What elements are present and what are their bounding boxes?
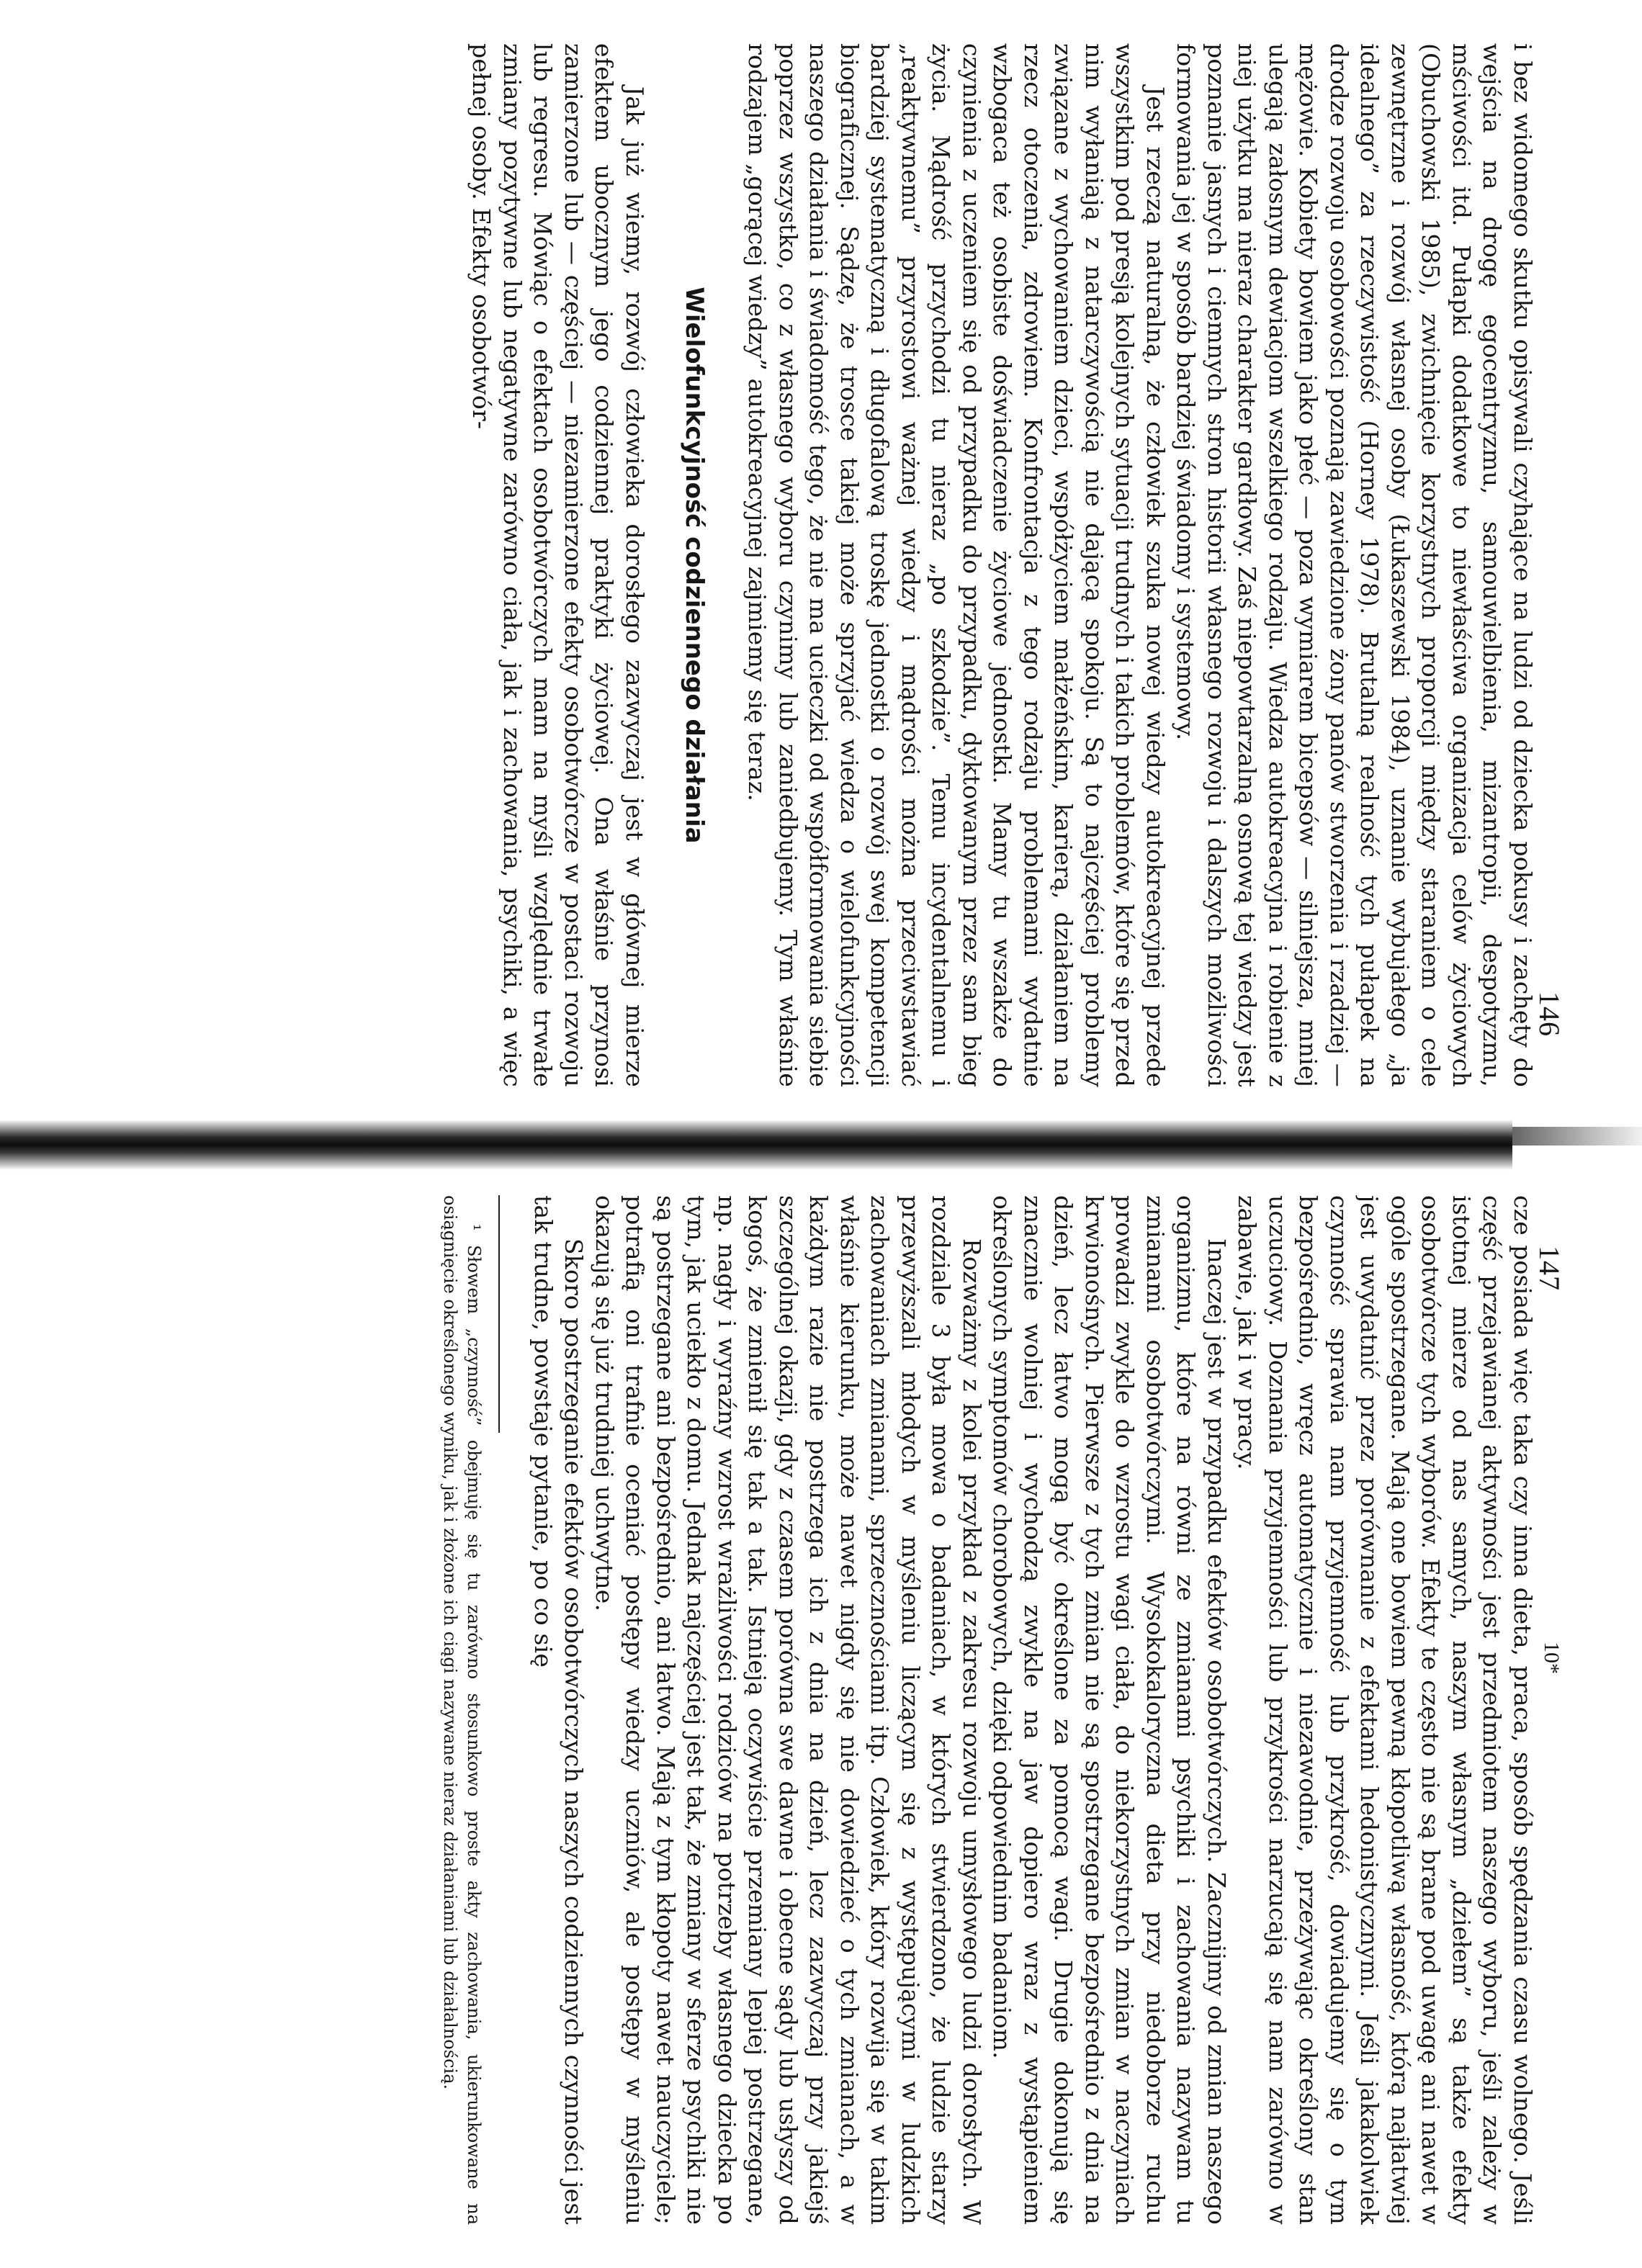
footnote: ¹ Słowem „czynność” obejmuję się tu zarówno stosunkowo proste akty zachowania, ukierunkowane na osiągnięcie określonego wyniku, jak i złożone ich ciągi nazywane nieraz działaniami lub działalnością. — [440, 1195, 485, 2225]
left-page-header — [1533, 43, 1574, 1087]
paragraph-text: Skoro postrzeganie efektów osobotwórczych naszych codziennych czynności jest tak trudne, powstaje pytanie, po co się — [529, 1195, 588, 2225]
footnote-divider — [499, 1195, 501, 1433]
right-page — [0, 1152, 1642, 2268]
left-page — [0, 0, 1642, 1130]
right-page-header — [1533, 1195, 1574, 2225]
paragraph — [528, 1195, 589, 2225]
printer-signature-mark: 10* — [1540, 1642, 1564, 1674]
section-heading: Wielofunkcyjność codziennego działania — [680, 287, 709, 844]
page-number-right: 147 — [1533, 1246, 1566, 1291]
left-page-text — [47, 43, 1538, 1087]
paragraph: Rozważmy z kolei przykład z zakresu rozwoju umysłowego ludzi dorosłych. W rozdziale 3 była mowa o badaniach, w których stwierdzono, że ludzie starzy przewyższali młodych w myśleniu liczącym się z występującymi w ludzkich zachowaniach zmianami, sprzecznościami itp. Człowiek, który rozwija się w takim właśnie kierunku, może nawet nigdy się nie dowiedzieć o tych zmianach, a w każdym razie nie postrzega ich z dnia na dzień, lecz zazwyczaj przy jakiejś szczególnej okazji, gdy z czasem porówna swe dawne i obecne sądy lub usłyszy od kogoś, że zmienił się tak a tak. Istnieją oczywiście przemiany lepiej postrzegane, np. nagły i wyraźny wzrost wrażliwości rodziców na potrzeby własnego dziecka po tym, jak uciekło z domu. Jednak najczęściej jest tak, że zmiany w sferze psychiki nie są postrzegane ani bezpośrednio, ani łatwo. Mają z tym kłopoty nawet nauczyciele; potrafią oni trafnie oceniać postępy wiedzy uczniów, ale postępy w myśleniu okazują się już trudniej uchwytne. — [591, 1195, 986, 2225]
paragraph: cze posiada więc taka czy inna dieta, praca, sposób spędzania czasu wolnego. Jeśli część przejawianej aktywności jest przedmiotem naszego wyboru, jeśli zależy w istotnej mierze od nas samych, naszym własnym „dziełem” są także efekty osobotwórcze tych wyborów. Efekty te często nie są brane pod uwagę ani nawet w ogóle spostrzegane. Mają one bowiem pewną kłopotliwą własność, którą najłatwiej jest uwydatnić przez porównanie z efektami hedonistycznymi. Jeśli jakakolwiek czynność sprawia nam przyjemność lub przykrość, dowiadujemy się o tym bezpośrednio, wręcz automatycznie i niezawodnie, przeżywając określony stan uczuciowy. Doznania przyjemności lub przykrości narzucają się nam zarówno w zabawie, jak i w pracy. — [1233, 1195, 1537, 2225]
paragraph: i bez widomego skutku opisywali czyhające na ludzi od dziecka pokusy i zachęty do wejścia na drogę egocentryzmu, samouwielbienia, mizantropii, despotyzmu, mściwości itd. Pułapki dodatkowe to niewłaściwa organizacja celów życiowych (Obuchowski 1985), zwichnięcie korzystnych proporcji między staraniem o cele zewnętrzne i rozwój własnej osoby (Łukaszewski 1984), uznanie wybujałego „ja idealnego” za rzeczywistość (Horney 1978). Brutalną realność tych pułapek na drodze rozwoju osobowości poznają zawiedzione żony panów stworzenia i rzadziej — mężowie. Kobiety bowiem jako płeć — poza wymiarem bicepsów — silniejsza, mniej ulegają załosnym dewiacjom wszelkiego rodzaju. Wiedza autokreacyjna i robienie z niej użytku ma nieraz charakter gardłowy. Zaś niepowtarzalną osnową tej wiedzy jest poznanie jasnych i ciemnych stron historii własnego rozwoju i dalszych możliwości formowania jej w sposób bardziej świadomy i systemowy. — [1172, 43, 1537, 1087]
page-number-left: 146 — [1533, 991, 1566, 1037]
paragraph: Jak już wiemy, rozwój człowieka dorosłego zazwyczaj jest w głównej mierze efektem ubocznym jego codziennej praktyki życiowej. Ona właśnie przynosi zamierzone lub — częściej — niezamierzone efekty osobotwórcze w postaci rozwoju lub regresu. Mówiąc o efektach osobotwórczych mam na myśli względnie trwałe zmiany pozytywne lub negatywne zarówno ciała, jak i zachowania, psychiki, a więc pełnej osoby. Efekty osobotwór- — [467, 43, 649, 1087]
right-page-text — [47, 1195, 1538, 2225]
paragraph: Jest rzeczą naturalną, że człowiek szuka nowej wiedzy autokreacyjnej przede wszystkim pod presją kolejnych sytuacji trudnych i takich problemów, które się przed nim wyłaniają z natarczywością nie dającą spokoju. Są to najczęściej problemy związane z wychowaniem dzieci, współżyciem małżeńskim, karierą, działaniem na rzecz otoczenia, zdrowiem. Konfrontacja z tego rodzaju problemami wydatnie wzbogaca też osobiste doświadczenie życiowe jednostki. Mamy tu wszakże do czynienia z uczeniem się od przypadku do przypadku, dyktowanym przez sam bieg życia. Mądrość przychodzi tu nieraz „po szkodzie”. Temu incydentalnemu i „reaktywnemu” przyrostowi ważnej wiedzy i mądrości można przeciwstawiać bardziej systematyczną i długofalową troskę jednostki o rozwój swej kompetencji biograficznej. Sądzę, że trosce takiej może sprzyjać wiedza o wielofunkcyjności naszego działania i świadomość tego, że nie ma ucieczki od współformowania siebie poprzez wszystko, co z własnego wyboru czynimy lub zaniedbujemy. Tym właśnie rodzajem „gorącej wiedzy” autokreacyjnej zajmiemy się teraz. — [743, 43, 1170, 1087]
paragraph: Inaczej jest w przypadku efektów osobotwórczych. Zacznijmy od zmian naszego organizmu, które na równi ze zmianami psychiki i zachowania nazywam tu zmianami osobotwórczymi. Wysokokaloryczna dieta przy niedoborze ruchu prowadzi zwykle do wzrostu wagi ciała, do niekorzystnych zmian w naczyniach krwionośnych. Pierwsze z tych zmian nie są spostrzegane bezpośrednio z dnia na dzień, lecz łatwo mogą być określone za pomocą wagi. Drugie dokonują się znacznie wolniej i wychodzą zwykle na jaw dopiero wraz z wystąpieniem określonych symptomów chorobowych, dzięki odpowiednim badaniom. — [988, 1195, 1231, 2225]
book-gutter-edge — [1512, 1127, 1642, 1146]
